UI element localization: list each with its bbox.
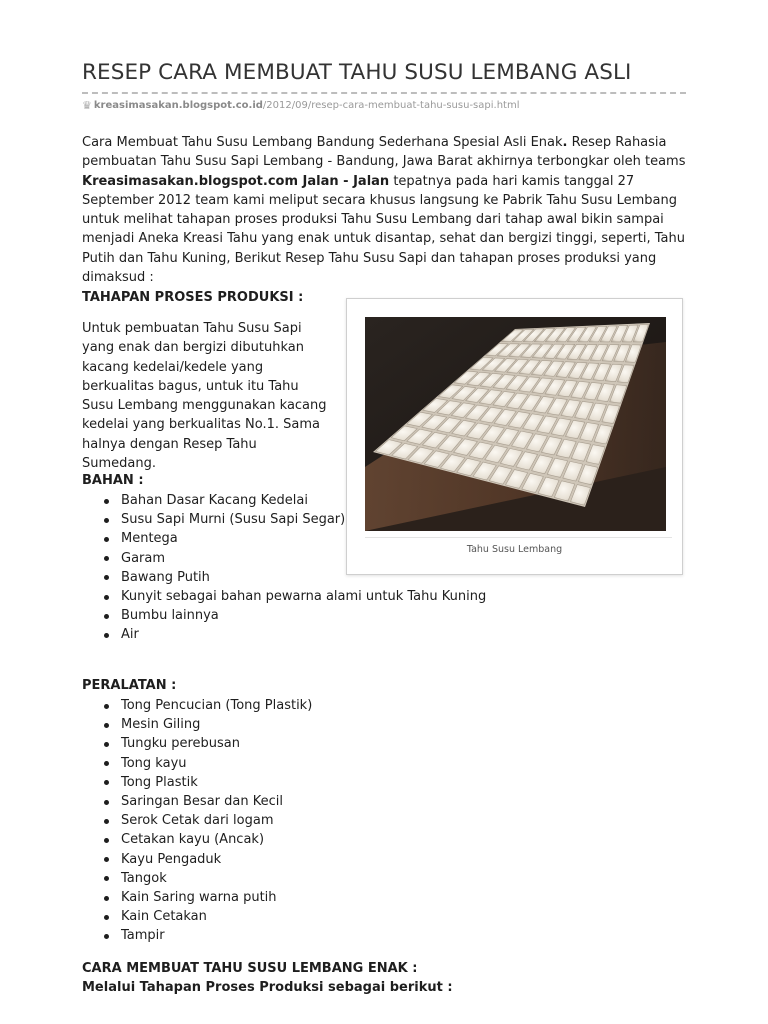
url-path: /2012/09/resep-cara-membuat-tahu-susu-sapi.html <box>262 100 520 111</box>
peralatan-item: Tong kayu <box>82 754 312 773</box>
peralatan-item: Kayu Pengaduk <box>82 850 312 869</box>
peralatan-list <box>82 696 312 946</box>
crown-icon: ♛ <box>82 99 92 112</box>
page-title: RESEP CARA MEMBUAT TAHU SUSU LEMBANG ASLI <box>82 60 632 85</box>
intro-text-3: tepatnya pada hari kamis tanggal 27 September 2012 team kami meliput secara khusus langsung ke Pabrik Tahu Susu Lembang untuk melihat tahapan proses produksi Tahu Susu Lembang dari tahap awal bikin sampai menjadi Aneka Kreasi Tahu yang enak untuk disantap, sehat dan bergizi tinggi, seperti, Tahu Putih dan Tahu Kuning, Berikut Resep Tahu Susu Sapi dan tahapan proses produksi yang dimaksud : <box>82 173 685 286</box>
figure-caption: Tahu Susu Lembang <box>466 544 563 555</box>
intro-site-name: Kreasimasakan.blogspot.com Jalan - Jalan <box>82 173 390 189</box>
peralatan-item: Tampir <box>82 926 312 945</box>
peralatan-item: Tong Plastik <box>82 773 312 792</box>
bahan-item: Air <box>82 625 486 644</box>
bahan-heading: BAHAN : <box>82 473 144 488</box>
intro-paragraph <box>82 133 686 287</box>
cara-subheading: Melalui Tahapan Proses Produksi sebagai berikut : <box>82 980 453 995</box>
bahan-item: Kunyit sebagai bahan pewarna alami untuk Tahu Kuning <box>82 587 486 606</box>
bahan-item: Susu Sapi Murni (Susu Sapi Segar) <box>82 510 351 529</box>
peralatan-item: Saringan Besar dan Kecil <box>82 792 312 811</box>
peralatan-item: Tungku perebusan <box>82 734 312 753</box>
peralatan-heading: PERALATAN : <box>82 678 177 693</box>
cara-heading: CARA MEMBUAT TAHU SUSU LEMBANG ENAK : <box>82 961 418 976</box>
source-url-bar <box>82 92 686 114</box>
bahan-list <box>82 491 486 645</box>
bahan-item: Bumbu lainnya <box>82 606 486 625</box>
peralatan-item: Tangok <box>82 869 312 888</box>
tahapan-heading: TAHAPAN PROSES PRODUKSI : <box>82 290 304 305</box>
source-url[interactable] <box>82 99 519 112</box>
intro-text-2: Resep Rahasia pembuatan Tahu Susu Sapi Lembang - Bandung, Jawa Barat akhirnya terbongkar oleh teams <box>82 135 686 170</box>
tahapan-paragraph: Untuk pembuatan Tahu Susu Sapi yang enak dan bergizi dibutuhkan kacang kedelai/kedele yang berkualitas bagus, untuk itu Tahu Susu Lembang menggunakan kacang kedelai yang berkualitas No.1. Sama halnya dengan Resep Tahu Sumedang. <box>82 321 327 472</box>
intro-text-1: Cara Membuat Tahu Susu Lembang Bandung Sederhana Spesial Asli Enak <box>82 135 563 150</box>
bahan-item: Bahan Dasar Kacang Kedelai <box>82 491 486 510</box>
peralatan-item: Kain Cetakan <box>82 907 312 926</box>
peralatan-item: Tong Pencucian (Tong Plastik) <box>82 696 312 715</box>
bahan-item: Bawang Putih <box>82 568 486 587</box>
peralatan-item: Kain Saring warna putih <box>82 888 312 907</box>
url-host: kreasimasakan.blogspot.co.id <box>93 100 263 111</box>
peralatan-item: Cetakan kayu (Ancak) <box>82 830 312 849</box>
intro-dot: . <box>562 135 568 150</box>
peralatan-item: Mesin Giling <box>82 715 312 734</box>
bahan-item: Mentega <box>82 529 486 548</box>
peralatan-item: Serok Cetak dari logam <box>82 811 312 830</box>
bahan-item: Garam <box>82 549 486 568</box>
